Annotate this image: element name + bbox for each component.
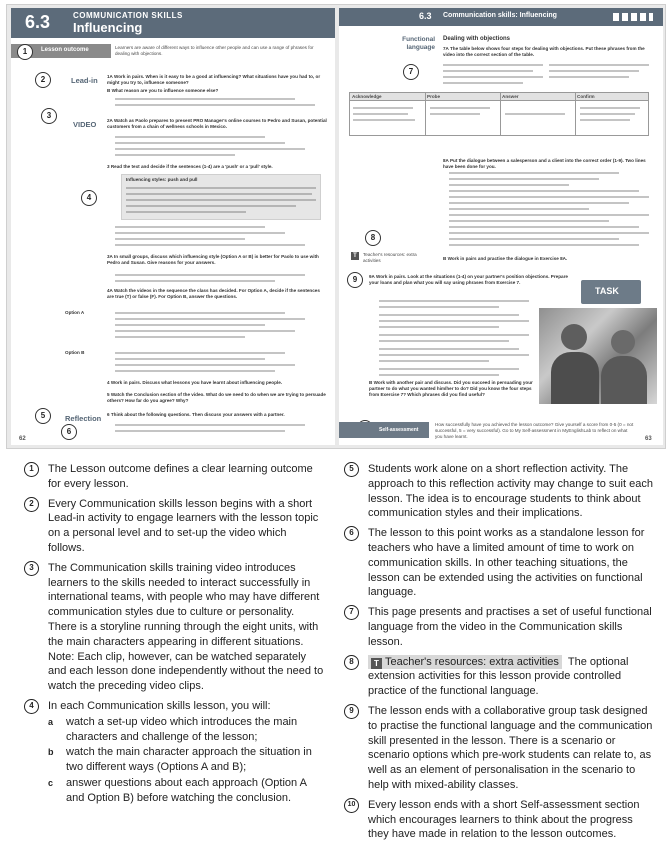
note-text: The Lesson outcome defines a clear learning outcome for every lesson. bbox=[48, 463, 313, 490]
note-4-item-c bbox=[48, 776, 324, 806]
text-line bbox=[115, 336, 245, 338]
note-text: The lesson ends with a collaborative group task designed to practise the functional language and the communication skill presented in the lesson. There is a scenario or scenario options which pre-work students can relate to, as well as an element of personalisation in the scenario to help with mixed-ability classes. bbox=[368, 704, 653, 791]
text-line bbox=[443, 76, 543, 78]
reflection-label: Reflection bbox=[65, 414, 102, 423]
callout-8: 8 bbox=[365, 230, 381, 246]
note-6 bbox=[344, 526, 656, 600]
unit-number: 6.3 bbox=[25, 12, 51, 32]
note-2 bbox=[24, 497, 324, 556]
note-7 bbox=[344, 605, 656, 649]
text-line bbox=[115, 244, 305, 246]
text-line bbox=[115, 318, 305, 320]
note-number: 6 bbox=[344, 526, 359, 541]
text-line bbox=[443, 64, 543, 66]
self-assessment-text: How successfully have you achieved the lesson outcome? Give yourself a score from 0-5 (0 = not successful, 5 = very successful). Go to My Self-assessment in MyEnglishLab to reflect on what you have learnt. bbox=[435, 422, 634, 439]
exercise-5: 5 Watch the Conclusion section of the video. What do we need to do when we are trying to persuade others? How far do you agree? Why? bbox=[107, 392, 326, 403]
note-8 bbox=[344, 655, 656, 699]
note-number: 8 bbox=[344, 655, 359, 670]
section-label: COMMUNICATION SKILLS bbox=[73, 11, 183, 20]
text-line bbox=[443, 70, 533, 72]
note-4-item-b bbox=[48, 745, 324, 775]
text-line bbox=[115, 142, 285, 144]
note-5 bbox=[344, 462, 656, 521]
callout-4: 4 bbox=[81, 190, 97, 206]
header-title: Communication skills: Influencing bbox=[443, 12, 557, 19]
self-assessment-label: Self-assessment bbox=[379, 427, 419, 433]
page-title: Influencing bbox=[73, 20, 143, 35]
exercise-9a: 9A Work in pairs. Look at the situations (1-4) on your partner's position objections. Prepare your loans and plan what you will say using phrases from Exercise 7. bbox=[369, 274, 568, 285]
note-number: 10 bbox=[344, 798, 359, 813]
item-text: watch a set-up video which introduces the main characters and challenge of the lesson; bbox=[66, 715, 298, 743]
lead-in-label: Lead-in bbox=[71, 76, 98, 85]
text-line bbox=[115, 358, 265, 360]
callout-1: 1 bbox=[17, 44, 33, 60]
note-text: Every lesson ends with a short Self-assessment section which encourages learners to think about the progress they have made in relation to the lesson outcomes. bbox=[368, 798, 640, 841]
text-line bbox=[115, 238, 245, 240]
exercise-2a: 2A Watch as Paolo prepares to present PRO Manager's online courses to Pedro and Susan, potential customers from a chain of wellness schools in Mexico. bbox=[107, 118, 327, 129]
self-assessment-bar bbox=[339, 422, 429, 438]
note-number: 7 bbox=[344, 605, 359, 620]
exercise-9b: B Work with another pair and discuss. Did you succeed in persuading your partner to do what you wanted him/her to do? Did you know the four steps from Exercise 7? Which phrases did you find useful? bbox=[369, 380, 533, 397]
exercise-7: 7A The table below shows four steps for dealing with objections. Put these phrases from the video into the correct section of the table. bbox=[443, 46, 645, 57]
teacher-resources-badge-icon: T bbox=[371, 658, 382, 669]
text-line bbox=[549, 64, 649, 66]
lesson-outcome-label: Lesson outcome bbox=[41, 47, 89, 53]
note-number: 4 bbox=[24, 699, 39, 714]
teacher-resources-label: Teacher's resources: extra activities bbox=[363, 252, 417, 263]
option-a-label: Option A bbox=[65, 310, 85, 315]
note-number: 3 bbox=[24, 561, 39, 576]
box-title: Influencing styles: push and pull bbox=[126, 177, 198, 182]
unit-number-right: 6.3 bbox=[419, 11, 432, 21]
dealing-title: Dealing with objections bbox=[443, 36, 511, 42]
exercise-1a: 1A Work in pairs. When is it easy to be a good at influencing? What situations have you had to, or might you try to, influence someone? bbox=[107, 74, 321, 85]
text-line bbox=[115, 280, 275, 282]
video-label: VIDEO bbox=[73, 120, 97, 129]
exercise-4b: 4 Work in pairs. Discuss what lessons you have learnt about influencing people. bbox=[107, 380, 283, 385]
text-line bbox=[115, 430, 285, 432]
functional-language-label: Functional language bbox=[402, 36, 435, 51]
text-line bbox=[126, 193, 312, 195]
text-line bbox=[126, 211, 246, 213]
note-text: Students work alone on a short reflection activity. The approach to this reflection activity may change to suit each lesson. The idea is to encourage students to think about communication styles and their implications. bbox=[368, 463, 653, 520]
task-photo bbox=[539, 308, 657, 404]
text-line bbox=[115, 330, 295, 332]
right-page-number: 63 bbox=[645, 436, 652, 442]
exercise-6: 6 Think about the following questions. Then discuss your answers with a partner. bbox=[107, 412, 285, 417]
text-line bbox=[126, 205, 296, 207]
note-number: 1 bbox=[24, 462, 39, 477]
teacher-resources-icon: T bbox=[351, 252, 359, 260]
left-page-header bbox=[11, 8, 335, 38]
exercise-3a: 3A In small groups, discuss which influencing style (Option A or B) is better for Paolo to use with Pedro and Susan. Give reasons for your answers. bbox=[107, 254, 319, 265]
exercise-8b: B Work in pairs and practise the dialogue in Exercise 8A. bbox=[443, 256, 568, 261]
callout-3: 3 bbox=[41, 108, 57, 124]
notes-left-column bbox=[24, 462, 324, 811]
objections-table bbox=[349, 92, 649, 136]
task-label: TASK bbox=[595, 286, 619, 296]
left-page bbox=[11, 8, 335, 445]
progress-dots-icon bbox=[613, 13, 653, 21]
note-1 bbox=[24, 462, 324, 492]
influencing-styles-box bbox=[121, 174, 321, 220]
exercise-1b: B What reason are you to influence someone else? bbox=[107, 88, 219, 93]
callout-6: 6 bbox=[61, 424, 77, 440]
text-line bbox=[115, 274, 305, 276]
callout-7: 7 bbox=[403, 64, 419, 80]
text-line bbox=[126, 199, 316, 201]
item-letter: a bbox=[48, 716, 54, 727]
text-line bbox=[115, 312, 285, 314]
table-header-acknowledge: Acknowledge bbox=[352, 94, 382, 99]
note-4-item-a bbox=[48, 715, 324, 745]
item-letter: c bbox=[48, 777, 54, 788]
teacher-resources-badge-label: Teacher's resources: extra activities bbox=[385, 655, 559, 668]
note-10 bbox=[344, 798, 656, 842]
note-text: Every Communication skills lesson begins with a short Lead-in activity to engage learners with the lesson topic on a personal level and to set-up the video which follows. bbox=[48, 497, 319, 554]
left-page-number: 62 bbox=[19, 436, 26, 442]
textbook-spread bbox=[6, 4, 666, 449]
text-line bbox=[549, 76, 629, 78]
exercise-8a: 8A Put the dialogue between a salesperson and a client into the correct order (1-9). Two lines have been done for you. bbox=[443, 158, 646, 169]
note-number: 5 bbox=[344, 462, 359, 477]
teacher-notes bbox=[0, 462, 670, 841]
note-text: The optional extension activities for this lesson provide controlled practice of the functional language. bbox=[368, 655, 629, 698]
item-text: watch the main character approach the situation in two different ways (Options A and B); bbox=[66, 746, 312, 774]
text-line bbox=[115, 226, 265, 228]
text-line bbox=[115, 352, 285, 354]
note-number: 2 bbox=[24, 497, 39, 512]
item-letter: b bbox=[48, 747, 54, 758]
text-line bbox=[115, 136, 265, 138]
table-header-confirm: Confirm bbox=[577, 94, 595, 99]
exercise-3: 3 Read the text and decide if the sentences (1-4) are a 'push' or a 'pull' style. bbox=[107, 164, 273, 169]
callout-5: 5 bbox=[35, 408, 51, 424]
table-header-probe: Probe bbox=[427, 94, 441, 99]
note-9 bbox=[344, 704, 656, 793]
note-number: 9 bbox=[344, 704, 359, 719]
text-line bbox=[549, 70, 639, 72]
item-text: answer questions about each approach (Option A and Option B) before watching the conclusion. bbox=[66, 776, 307, 804]
text-line bbox=[115, 154, 235, 156]
text-line bbox=[115, 370, 275, 372]
note-text: The Communication skills training video introduces learners to the skills needed to interact successfully in international teams, with people who may have different communication styles due to culture or personality. There is a storyline running through the eight units, with the main characters appearing in different situations. Note: Each clip, however, can be watched separately and each lesson done independently without the need to watch the preceding video clips. bbox=[48, 561, 324, 693]
teacher-resources-badge bbox=[368, 655, 562, 670]
text-line bbox=[115, 324, 265, 326]
lesson-outcome-text: Learners are aware of different ways to influence other people and can use a range of phrases for dealing with objections. bbox=[115, 45, 314, 56]
task-badge bbox=[581, 280, 641, 304]
note-4 bbox=[24, 699, 324, 806]
callout-2: 2 bbox=[35, 72, 51, 88]
text-line bbox=[443, 82, 523, 84]
note-text: The lesson to this point works as a standalone lesson for teachers who have a limited amount of time to work on communication skills. In other teaching situations, the lesson can be extended using the activities on functional language. bbox=[368, 527, 645, 599]
text-line bbox=[115, 364, 295, 366]
right-page bbox=[339, 8, 663, 445]
text-line bbox=[115, 232, 285, 234]
note-text: In each Communication skills lesson, you will: bbox=[48, 699, 271, 712]
option-b-label: Option B bbox=[65, 350, 85, 355]
notes-right-column bbox=[344, 462, 656, 847]
table-header-row bbox=[350, 93, 648, 101]
exercise-4a: 4A Watch the videos in the sequence the class has decided. For Option A, decide if the sentences are true (T) or false (F). For Option B, answer the questions. bbox=[107, 288, 320, 299]
text-line bbox=[115, 148, 305, 150]
note-text: This page presents and practises a set of useful functional language from the video in the Communication skills lesson. bbox=[368, 606, 652, 648]
table-header-answer: Answer bbox=[502, 94, 519, 99]
right-page-header bbox=[339, 8, 663, 26]
text-line bbox=[115, 104, 315, 106]
callout-9: 9 bbox=[347, 272, 363, 288]
note-3 bbox=[24, 561, 324, 694]
text-line bbox=[126, 187, 316, 189]
text-line bbox=[115, 424, 305, 426]
text-line bbox=[115, 98, 295, 100]
